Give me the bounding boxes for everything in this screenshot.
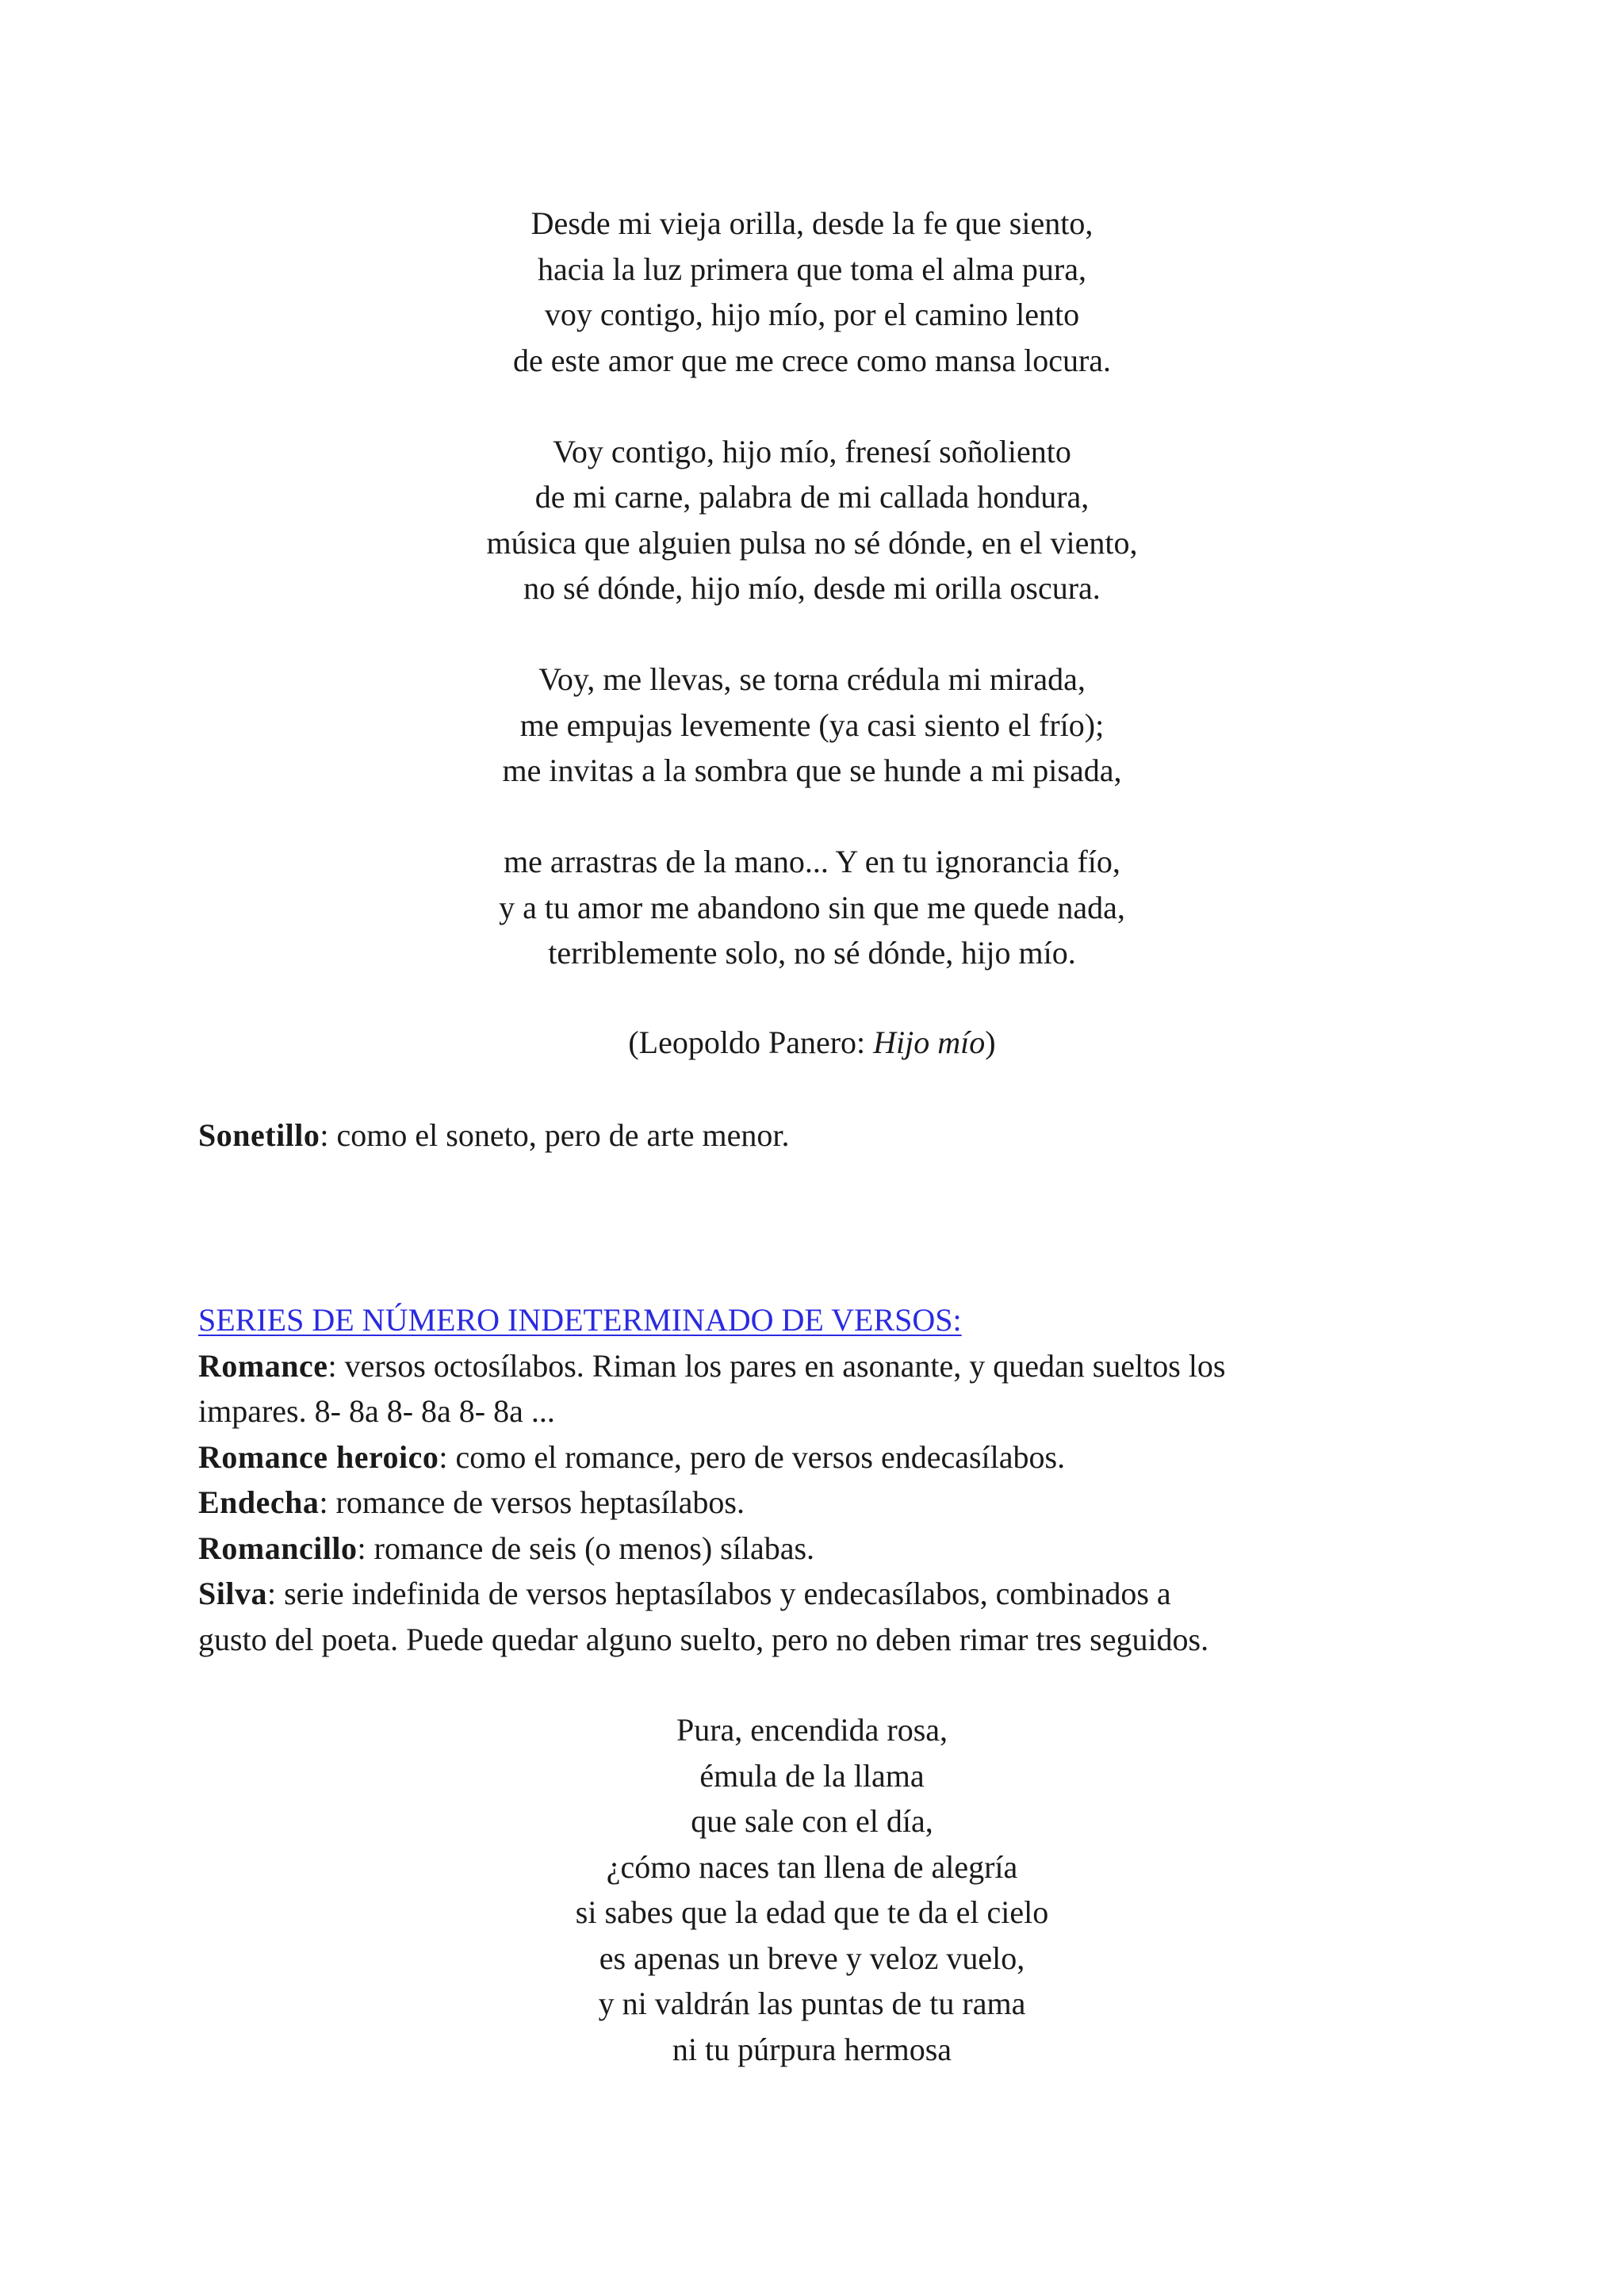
poem-line: Desde mi vieja orilla, desde la fe que siento, [530,205,1094,241]
term-endecha: Endecha [198,1484,320,1520]
definition-text: gusto del poeta. Puede quedar alguno suelto, pero no deben rimar tres seguidos. [198,1621,1209,1657]
poem-line: no sé dónde, hijo mío, desde mi orilla oscura. [523,570,1101,606]
poem-line: émula de la llama [699,1757,925,1794]
poem-line: Pura, encendida rosa, [676,1712,948,1748]
term-romance: Romance [198,1347,328,1384]
definition-sonetillo [198,1113,1435,1158]
poem-line: de mi carne, palabra de mi callada hondura, [534,479,1090,515]
attribution-suffix: ) [985,1024,996,1060]
definition-text: : romance de seis (o menos) sílabas. [357,1530,815,1566]
attribution-title: Hijo mío [873,1024,986,1060]
poem-line: me arrastras de la mano... Y en tu ignorancia fío, [504,844,1120,879]
poem-line: voy contigo, hijo mío, por el camino lento [544,297,1080,332]
poem-line: ¿cómo naces tan llena de alegría [606,1848,1018,1885]
definition-text: impares. 8- 8a 8- 8a 8- 8a ... [198,1393,555,1429]
poem-line: terriblemente solo, no sé dónde, hijo mío. [548,935,1076,971]
attribution-prefix: (Leopoldo Panero: [628,1024,874,1060]
definition-text: : romance de versos heptasílabos. [319,1484,745,1520]
poem-pura-encendida-rosa [0,1707,1624,2072]
term-silva: Silva [198,1576,267,1611]
term-romance-heroico: Romance heroico [198,1438,439,1475]
definition-text: : versos octosílabos. Riman los pares en asonante, y quedan sueltos los [327,1347,1226,1384]
definition-text: : como el romance, pero de versos endecasílabos. [439,1438,1066,1475]
stanza-break [0,794,1624,840]
term-sonetillo: Sonetillo [198,1117,320,1153]
section-heading-link[interactable]: SERIES DE NÚMERO INDETERMINADO DE VERSOS: [198,1302,962,1338]
poem-line: me empujas levemente (ya casi siento el frío); [519,707,1105,743]
poem-attribution [0,1020,1624,1066]
poem-line: hacia la luz primera que toma el alma pura, [538,251,1086,287]
poem-hijo-mio [0,201,1624,976]
poem-line: Voy, me llevas, se torna crédula mi mirada, [538,661,1086,697]
poem-line: y ni valdrán las puntas de tu rama [598,1986,1026,2021]
poem-line: es apenas un breve y veloz vuelo, [599,1940,1025,1976]
poem-line: de este amor que me crece como mansa locura. [512,342,1112,378]
poem-line: música que alguien pulsa no sé dónde, en el viento, [486,524,1138,561]
poem-line: me invitas a la sombra que se hunde a mi pisada, [502,753,1122,788]
poem-line: Voy contigo, hijo mío, frenesí soñoliento [553,433,1071,469]
poem-line: ni tu púrpura hermosa [672,2031,952,2067]
stanza-break [0,383,1624,429]
poem-line: y a tu amor me abandono sin que me quede nada, [499,889,1125,925]
poem-line: si sabes que la edad que te da el cielo [575,1894,1049,1930]
definition-text: : como el soneto, pero de arte menor. [320,1117,790,1153]
definition-text: : serie indefinida de versos heptasílabos y endecasílabos, combinados a [266,1576,1171,1611]
term-romancillo: Romancillo [198,1530,358,1566]
stanza-break [0,611,1624,657]
poem-line: que sale con el día, [691,1803,933,1839]
section-series [198,1297,1435,1662]
